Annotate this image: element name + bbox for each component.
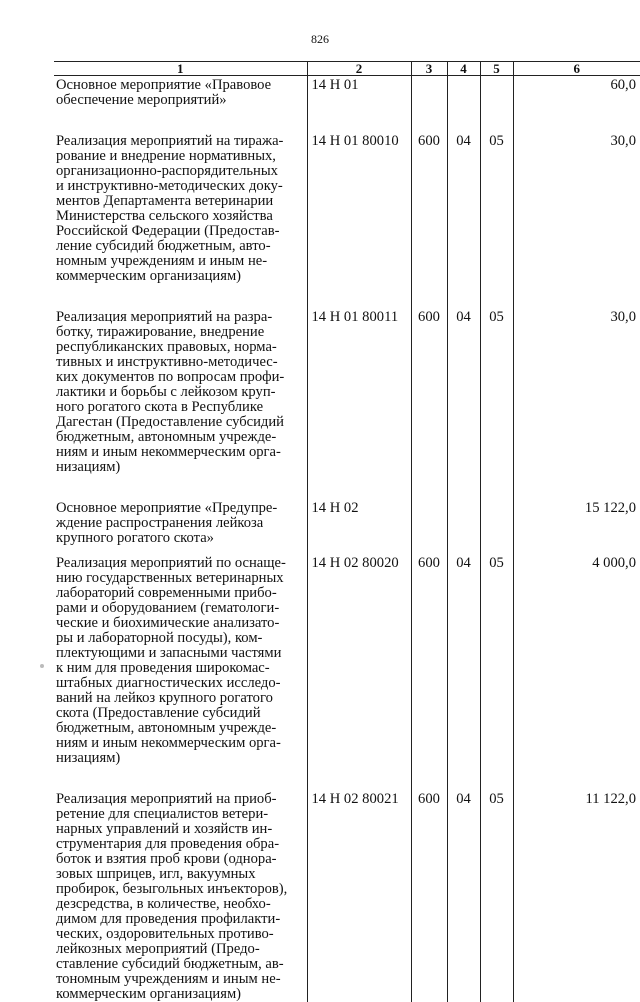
row-code: 14 Н 02 <box>307 499 411 546</box>
row-col3: 600 <box>411 790 447 1002</box>
row-description: Реализация мероприятий на разра- ботку, тиражирование, внедрение республиканских правовых, норма- тивных и инструктивно-методичес- ких документов по вопросам профи- лактики и борьбы с лейкозом круп- ного рогатого скота в Республике Дагестан (Предоставление субсидий бюджетным, автономным учрежде- ниям и иным некоммерческим орга- низациям) <box>56 309 285 475</box>
row-spacer <box>54 766 640 790</box>
row-amount: 30,0 <box>513 308 640 475</box>
row-col3: 600 <box>411 308 447 475</box>
row-spacer <box>54 284 640 308</box>
row-col3 <box>411 499 447 546</box>
row-col3 <box>411 76 447 109</box>
row-col5 <box>480 499 513 546</box>
column-header-5: 5 <box>480 62 513 76</box>
row-spacer <box>54 108 640 132</box>
column-header-4: 4 <box>447 62 480 76</box>
table-row <box>54 790 640 1002</box>
column-header-3: 3 <box>411 62 447 76</box>
row-description: Реализация мероприятий по оснаще- нию государственных ветеринарных лабораторий современными прибо- рами и оборудованием (гематологи- ческие и биохимические анализато- ры и лабораторной посуды), ком- плектующими и запасными частями к ним для проведения широкомас- штабных диагностических исследо- ваний на лейкоз крупного рогатого скота (Предоставление субсидий бюджетным, автономным учрежде- ниям и иным некоммерческим орга- низациям) <box>56 555 286 766</box>
row-description: Реализация мероприятий на приоб- ретение для специалистов ветери- нарных управлений и хозяйств ин- струментария для проведения обра- боток и взятия проб крови (однора- зовых шприцев, игл, вакуумных пробирок, безыгольных инъекторов), дезсредства, в количестве, необхо- димом для проведения профилакти- ческих, оздоровительных противо- лейкозных мероприятий (Предо- ставление субсидий бюджетным, ав- тономным учреждениям и иным не- коммерческим организациям) <box>56 791 288 1002</box>
table-row <box>54 554 640 766</box>
row-code: 14 Н 02 80021 <box>307 790 411 1002</box>
row-spacer <box>54 546 640 554</box>
row-amount: 30,0 <box>513 132 640 284</box>
row-code: 14 Н 01 80011 <box>307 308 411 475</box>
column-header-2: 2 <box>307 62 411 76</box>
row-col5 <box>480 76 513 109</box>
row-col5: 05 <box>480 554 513 766</box>
row-col3: 600 <box>411 132 447 284</box>
row-description: Основное мероприятие «Предупре- ждение распространения лейкоза крупного рогатого скота» <box>56 500 278 546</box>
row-code: 14 Н 01 <box>307 76 411 109</box>
row-description: Реализация мероприятий на тиража- рование и внедрение нормативных, организационно-распорядительных и инструктивно-методических доку- ментов Департамента ветеринарии Министерства сельского хозяйства Российской Федерации (Предостав- ление субсидий бюджетным, авто- номным учреждениям и иным не- коммерческим организациям) <box>56 133 284 284</box>
column-header-1: 1 <box>54 62 307 76</box>
row-spacer <box>54 475 640 499</box>
table-row <box>54 499 640 546</box>
row-col5: 05 <box>480 308 513 475</box>
row-col4: 04 <box>447 790 480 1002</box>
row-col4: 04 <box>447 132 480 284</box>
row-col4 <box>447 499 480 546</box>
row-code: 14 Н 02 80020 <box>307 554 411 766</box>
table-header-row <box>54 62 640 76</box>
row-col5: 05 <box>480 132 513 284</box>
row-amount: 60,0 <box>513 76 640 109</box>
row-amount: 4 000,0 <box>513 554 640 766</box>
row-code: 14 Н 01 80010 <box>307 132 411 284</box>
table-row <box>54 132 640 284</box>
row-amount: 11 122,0 <box>513 790 640 1002</box>
row-col3: 600 <box>411 554 447 766</box>
row-col4: 04 <box>447 554 480 766</box>
page-number: 826 <box>311 32 329 46</box>
budget-table <box>54 61 640 1002</box>
column-header-6: 6 <box>513 62 640 76</box>
table-row <box>54 308 640 475</box>
row-amount: 15 122,0 <box>513 499 640 546</box>
row-col4: 04 <box>447 308 480 475</box>
row-col5: 05 <box>480 790 513 1002</box>
margin-dot <box>40 664 44 668</box>
table-row <box>54 76 640 109</box>
row-description: Основное мероприятие «Правовое обеспечение мероприятий» <box>56 77 272 108</box>
row-col4 <box>447 76 480 109</box>
